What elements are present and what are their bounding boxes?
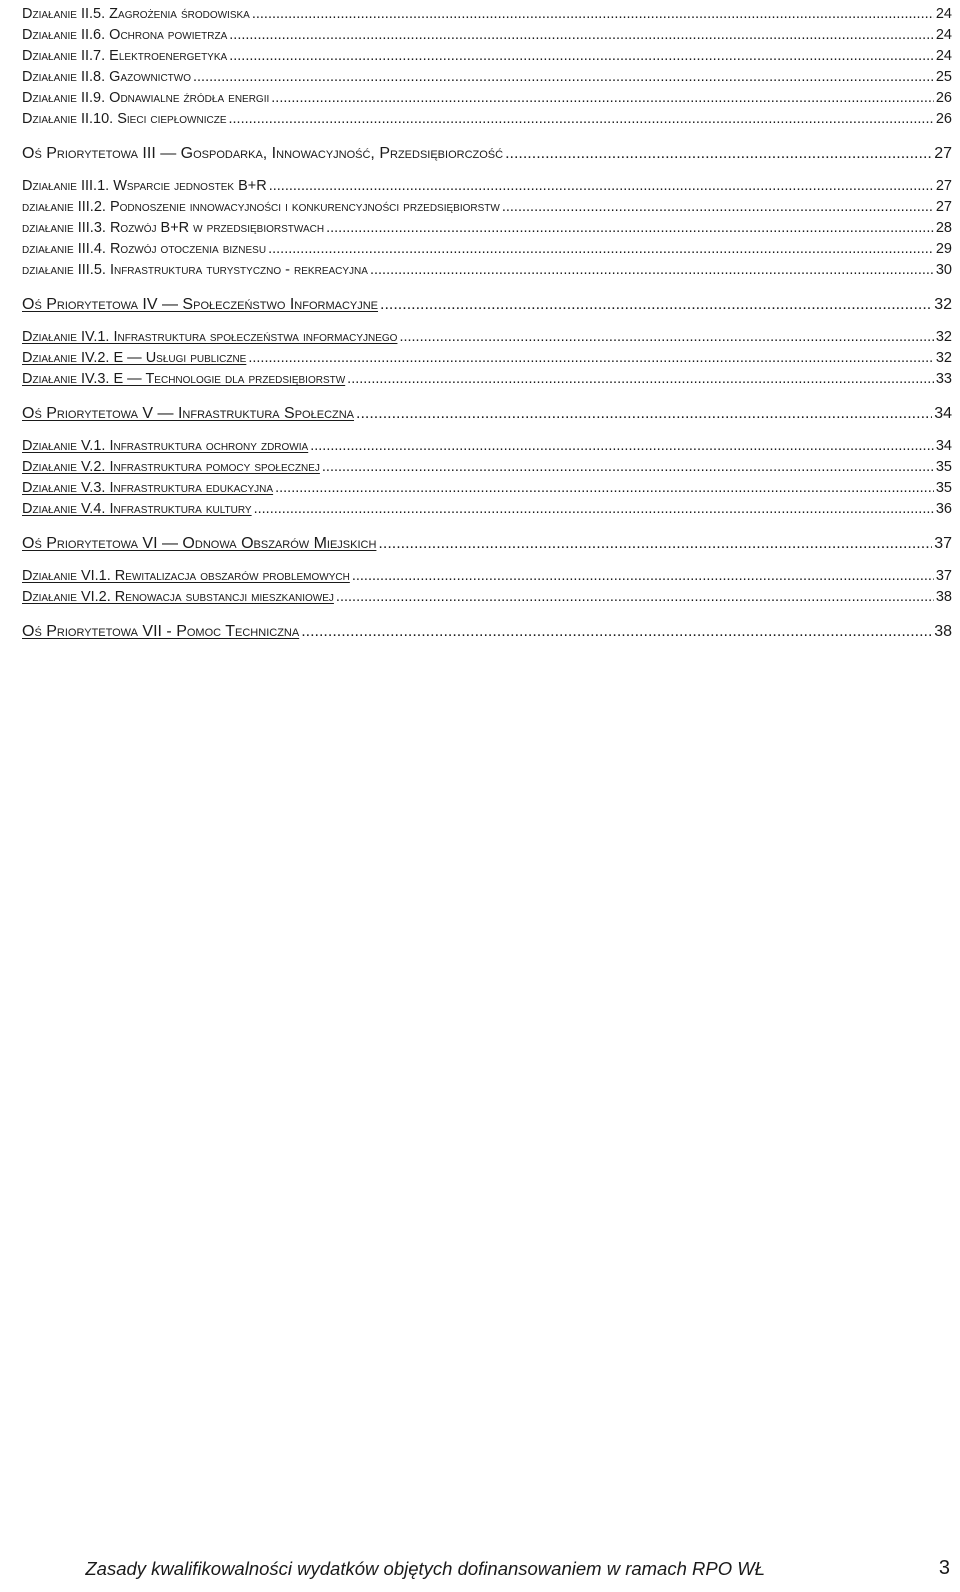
toc-entry-page: 24 (935, 27, 952, 43)
toc-entry-title: Działanie IV.3. E — Technologie dla przedsiębiorstw (22, 371, 346, 387)
toc-action-entry[interactable] (22, 197, 952, 218)
table-of-contents (22, 4, 952, 654)
toc-action-entry[interactable] (22, 176, 952, 197)
toc-leader-dots (271, 88, 934, 109)
toc-entry-title: Działanie III.1. Wsparcie jednostek B+R (22, 178, 267, 194)
toc-entry-title: Działanie II.10. Sieci ciepłownicze (22, 111, 227, 127)
toc-entry-title: Oś Priorytetowa IV — Społeczeństwo Informacyjne (22, 296, 379, 313)
page-footer (0, 1552, 960, 1584)
toc-leader-dots (268, 239, 934, 260)
toc-entry-page: 36 (935, 501, 952, 517)
toc-leader-dots (336, 587, 934, 608)
toc-entry-page: 24 (935, 48, 952, 64)
toc-entry-page: 35 (935, 480, 952, 496)
toc-action-entry[interactable] (22, 88, 952, 109)
toc-entry-page: 27 (934, 145, 952, 162)
toc-entry-page: 38 (934, 623, 952, 640)
toc-entry-page: 26 (935, 90, 952, 106)
toc-leader-dots (269, 176, 934, 197)
toc-entry-page: 27 (935, 199, 952, 215)
toc-entry-title: Oś Priorytetowa III — Gospodarka, Innowacyjność, Przedsiębiorczość (22, 145, 504, 162)
toc-entry-title: działanie III.2. Podnoszenie innowacyjności i konkurencyjności przedsiębiorstw (22, 199, 500, 215)
toc-leader-dots (254, 499, 934, 520)
toc-entry-page: 25 (935, 69, 952, 85)
toc-entry-title: Działanie IV.1. Infrastruktura społeczeństwa informacyjnego (22, 329, 398, 345)
toc-action-entry[interactable] (22, 218, 952, 239)
toc-entry-title: Działanie VI.1. Rewitalizacja obszarów problemowych (22, 568, 350, 584)
toc-leader-dots (502, 197, 934, 218)
toc-entry-page: 32 (935, 329, 952, 345)
toc-leader-dots (229, 46, 934, 67)
toc-action-entry[interactable] (22, 46, 952, 67)
toc-leader-dots (378, 533, 932, 555)
toc-action-entry[interactable] (22, 369, 952, 390)
toc-entry-page: 34 (935, 438, 952, 454)
toc-entry-title: Oś Priorytetowa V — Infrastruktura Społeczna (22, 405, 355, 422)
toc-action-entry[interactable] (22, 457, 952, 478)
toc-entry-page: 32 (934, 296, 952, 313)
toc-entry-title: Działanie VI.2. Renowacja substancji mieszkaniowej (22, 589, 334, 605)
toc-action-entry[interactable] (22, 67, 952, 88)
toc-entry-title: działanie III.4. Rozwój otoczenia biznesu (22, 241, 267, 257)
toc-entry-title: Działanie V.4. Infrastruktura kultury (22, 501, 252, 517)
toc-entry-page: 34 (934, 405, 952, 422)
toc-action-entry[interactable] (22, 478, 952, 499)
toc-entry-page: 27 (935, 178, 952, 194)
toc-leader-dots (399, 327, 933, 348)
toc-entry-title: Działanie V.2. Infrastruktura pomocy społecznej (22, 459, 320, 475)
toc-entry-page: 26 (935, 111, 952, 127)
toc-axis-entry[interactable] (22, 294, 952, 316)
toc-action-entry[interactable] (22, 260, 952, 281)
toc-action-entry[interactable] (22, 327, 952, 348)
toc-entry-title: Działanie IV.2. E — Usługi publiczne (22, 350, 247, 366)
toc-leader-dots (370, 260, 934, 281)
toc-leader-dots (380, 294, 932, 316)
toc-action-entry[interactable] (22, 499, 952, 520)
toc-entry-title: Działanie V.3. Infrastruktura edukacyjna (22, 480, 274, 496)
toc-leader-dots (248, 348, 934, 369)
toc-leader-dots (252, 4, 934, 25)
page-number: 3 (938, 1557, 950, 1579)
toc-axis-entry[interactable] (22, 403, 952, 425)
toc-entry-page: 35 (935, 459, 952, 475)
toc-entry-page: 37 (935, 568, 952, 584)
toc-entry-page: 38 (935, 589, 952, 605)
toc-leader-dots (301, 621, 932, 643)
toc-action-entry[interactable] (22, 587, 952, 608)
toc-axis-entry[interactable] (22, 533, 952, 555)
toc-leader-dots (229, 25, 934, 46)
toc-entry-title: Działanie V.1. Infrastruktura ochrony zdrowia (22, 438, 309, 454)
toc-leader-dots (505, 143, 932, 165)
toc-action-entry[interactable] (22, 239, 952, 260)
toc-entry-title: Działanie II.5. Zagrożenia środowiska (22, 6, 250, 22)
toc-entry-title: Działanie II.6. Ochrona powietrza (22, 27, 228, 43)
toc-entry-page: 29 (935, 241, 952, 257)
toc-leader-dots (310, 436, 934, 457)
toc-action-entry[interactable] (22, 566, 952, 587)
toc-entry-page: 30 (935, 262, 952, 278)
toc-axis-entry[interactable] (22, 143, 952, 165)
toc-entry-title: Działanie II.8. Gazownictwo (22, 69, 191, 85)
toc-entry-page: 33 (935, 371, 952, 387)
toc-entry-page: 28 (935, 220, 952, 236)
toc-action-entry[interactable] (22, 348, 952, 369)
toc-entry-page: 32 (935, 350, 952, 366)
footer-text: Zasady kwalifikowalności wydatków objętych dofinansowaniem w ramach RPO WŁ (85, 1558, 765, 1579)
toc-entry-title: działanie III.3. Rozwój B+R w przedsiębiorstwach (22, 220, 325, 236)
toc-leader-dots (193, 67, 934, 88)
toc-action-entry[interactable] (22, 4, 952, 25)
toc-action-entry[interactable] (22, 25, 952, 46)
toc-axis-entry[interactable] (22, 621, 952, 643)
toc-entry-title: Działanie II.7. Elektroenergetyka (22, 48, 228, 64)
toc-leader-dots (352, 566, 934, 587)
toc-entry-title: Działanie II.9. Odnawialne źródła energii (22, 90, 270, 106)
toc-leader-dots (229, 109, 934, 130)
toc-entry-title: Oś Priorytetowa VII - Pomoc Techniczna (22, 623, 300, 640)
toc-leader-dots (322, 457, 934, 478)
toc-action-entry[interactable] (22, 109, 952, 130)
toc-leader-dots (326, 218, 934, 239)
toc-entry-title: Oś Priorytetowa VI — Odnowa Obszarów Miejskich (22, 535, 377, 552)
toc-leader-dots (347, 369, 934, 390)
toc-entry-title: działanie III.5. Infrastruktura turystyczno - rekreacyjna (22, 262, 368, 278)
toc-leader-dots (356, 403, 932, 425)
toc-action-entry[interactable] (22, 436, 952, 457)
toc-entry-page: 24 (935, 6, 952, 22)
toc-entry-page: 37 (934, 535, 952, 552)
toc-leader-dots (275, 478, 934, 499)
